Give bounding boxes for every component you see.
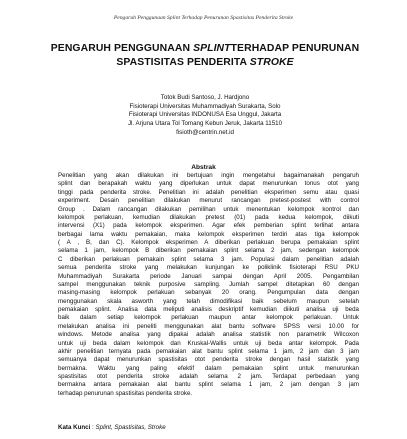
affiliation-2: Fisioterapi Universitas INDONUSA Esa Unggul, Jakarta [128, 111, 282, 119]
title-text: TERHADAP PENURUNAN [230, 43, 360, 54]
abstract-line: splint dan berapakah waktu yang diperlukan untuk dapat menurunkan tonus otot yang [58, 180, 359, 188]
address: Jl. Arjuna Utara Tol Tomang Kebun Jeruk, Jakarta 11510 [127, 120, 283, 128]
title-italic-term: STROKE [249, 57, 294, 68]
abstract-line: pemakaian splint. Analisa data meliputi analisis deskriptif kemudian diikuti analisa uji beda [58, 306, 359, 313]
abstract-line: Muhammadiyah Surakarta periode Januari sampai dengan April 2005. Pengambilan [58, 272, 359, 280]
abstract-line: ( A , B, dan C). Kelompok eksperimen A diberikan perlakuan berupa pemakaian splint [58, 239, 359, 246]
abstract-line: terhadap penurunan spastisitas penderita stroke. [58, 389, 193, 397]
title-line-1 [30, 42, 380, 56]
affiliation-1: Fisioterapi Universitas Muhammadiyah Surakarta, Solo [129, 102, 281, 110]
abstract-body [58, 172, 359, 398]
abstract-heading: Abstrak [191, 164, 216, 171]
abstract-line: masing-masing kelompok perlakuan sebanyak 20 orang. Pengumpulan data dengan [58, 289, 359, 297]
abstract-line: kelompok perlakuan, kemudian dilakukan pretest (01) pada kedua kelompok, diikuti [58, 213, 359, 221]
abstract-line: akhir penelitian ternyata pada pemakaian alat bantu splint selama 1 jam, 2 jam dan 3 jam [58, 347, 359, 355]
abstract-line: sampel menggunakan teknik purposive sampling. Jumlah sampel ditetapkan 60 dengan [58, 280, 359, 288]
title-line-2 [30, 56, 380, 70]
title-italic-term: SPLINT [193, 43, 231, 54]
abstract-line: experiment. Desain penelitian dilakukan menurut rancangan pretest-postest with control [58, 197, 359, 205]
abstract-line: selama 1 jam, kelompok B diberikan pemakaian splint selama 2 jam, sedengan kelompok [58, 247, 359, 255]
abstract-line: menggunakan skala asworth yang telah dimodifikasi baik sebelum maupun setelah [58, 297, 359, 305]
abstract-line: Group . Dalam rancangan dilakukan pemilihan untuk menentukan kelompok kontrol dan [58, 205, 359, 213]
abstract-line: C diberikan perlakuan pemakain splint selama 3 jam. Populasi dalam penelitian adalah [58, 255, 359, 263]
abstract-line: Penelitian yang akan dilakukan ini bertujuan ingin mengetahui bagaimanakah pengaruh [58, 172, 359, 179]
abstract-line: tinggi pada penderita stroke. Penelitian ini adalah penelitian eksperimen semu atau quasi [58, 188, 359, 196]
abstract-line: berbagai lama waktu pemakaian, maka kelompok eksperimen terdiri atas tiga kelompok [58, 230, 359, 238]
title-text: PENGARUH PENGGUNAAN [50, 43, 194, 54]
abstract-line: spastisitas otot penderita stroke adalah selama 2 jam. Terdapat perbedaan yang [58, 373, 359, 380]
keywords-label: Kata Kunci [58, 424, 91, 431]
running-header: Pengaruh Penggunaan Splint Terhadap Penurunan Spastisitas Penderita Stroke [113, 15, 294, 21]
abstract-line: untuk uji beda dalam kelompok dan Kruskal-Wallis untuk uji beda antar kelompok. Pada [58, 339, 359, 347]
abstract-line: baik dalam setiap kelompok perlakuan maupun antar kelompok perlakuan. Untuk [58, 314, 359, 322]
abstract-line: bermakna. Waktu yang paling efektif dalam pemakaian splint untuk menurunkan [58, 364, 359, 372]
author-block [40, 94, 370, 138]
abstract-line: bermakna antara pemakaian alat bantu splint selama 1 jam, 2 jam dengan 3 jam [58, 381, 359, 389]
abstract-line: intervensi (X1) pada kelompok eksperimen. Agar efek pemberian splint terlihat antara [58, 222, 359, 230]
keywords-value: Splint, Spastisitas, Stroke [95, 424, 166, 431]
paper-title [30, 42, 380, 70]
abstract-line: melakukan analisa ini peneliti menggunakan alat bantu software SPSS versi 10.00 for [58, 322, 359, 330]
author-email: fisioth@centrin.net.id [176, 128, 234, 136]
abstract-line: semuanya dapat menurunkan spastisitas otot penderita stroke dengan hasil statistik yang [58, 356, 359, 364]
title-text: SPASTISITAS PENDERITA [116, 57, 250, 68]
author-names: Totok Budi Santoso, J. Hardjono [160, 94, 250, 101]
abstract-line: windows. Metode analisa yang dipakai adalah analisa statistik non parametrik Wilcoxon [58, 331, 359, 339]
abstract-line: semua penderita stroke yang melakukan kunjungan ke poliklinik fisioterapi RSU PKU [58, 264, 359, 272]
keywords-line [58, 424, 359, 431]
keywords-separator: : [90, 424, 96, 431]
